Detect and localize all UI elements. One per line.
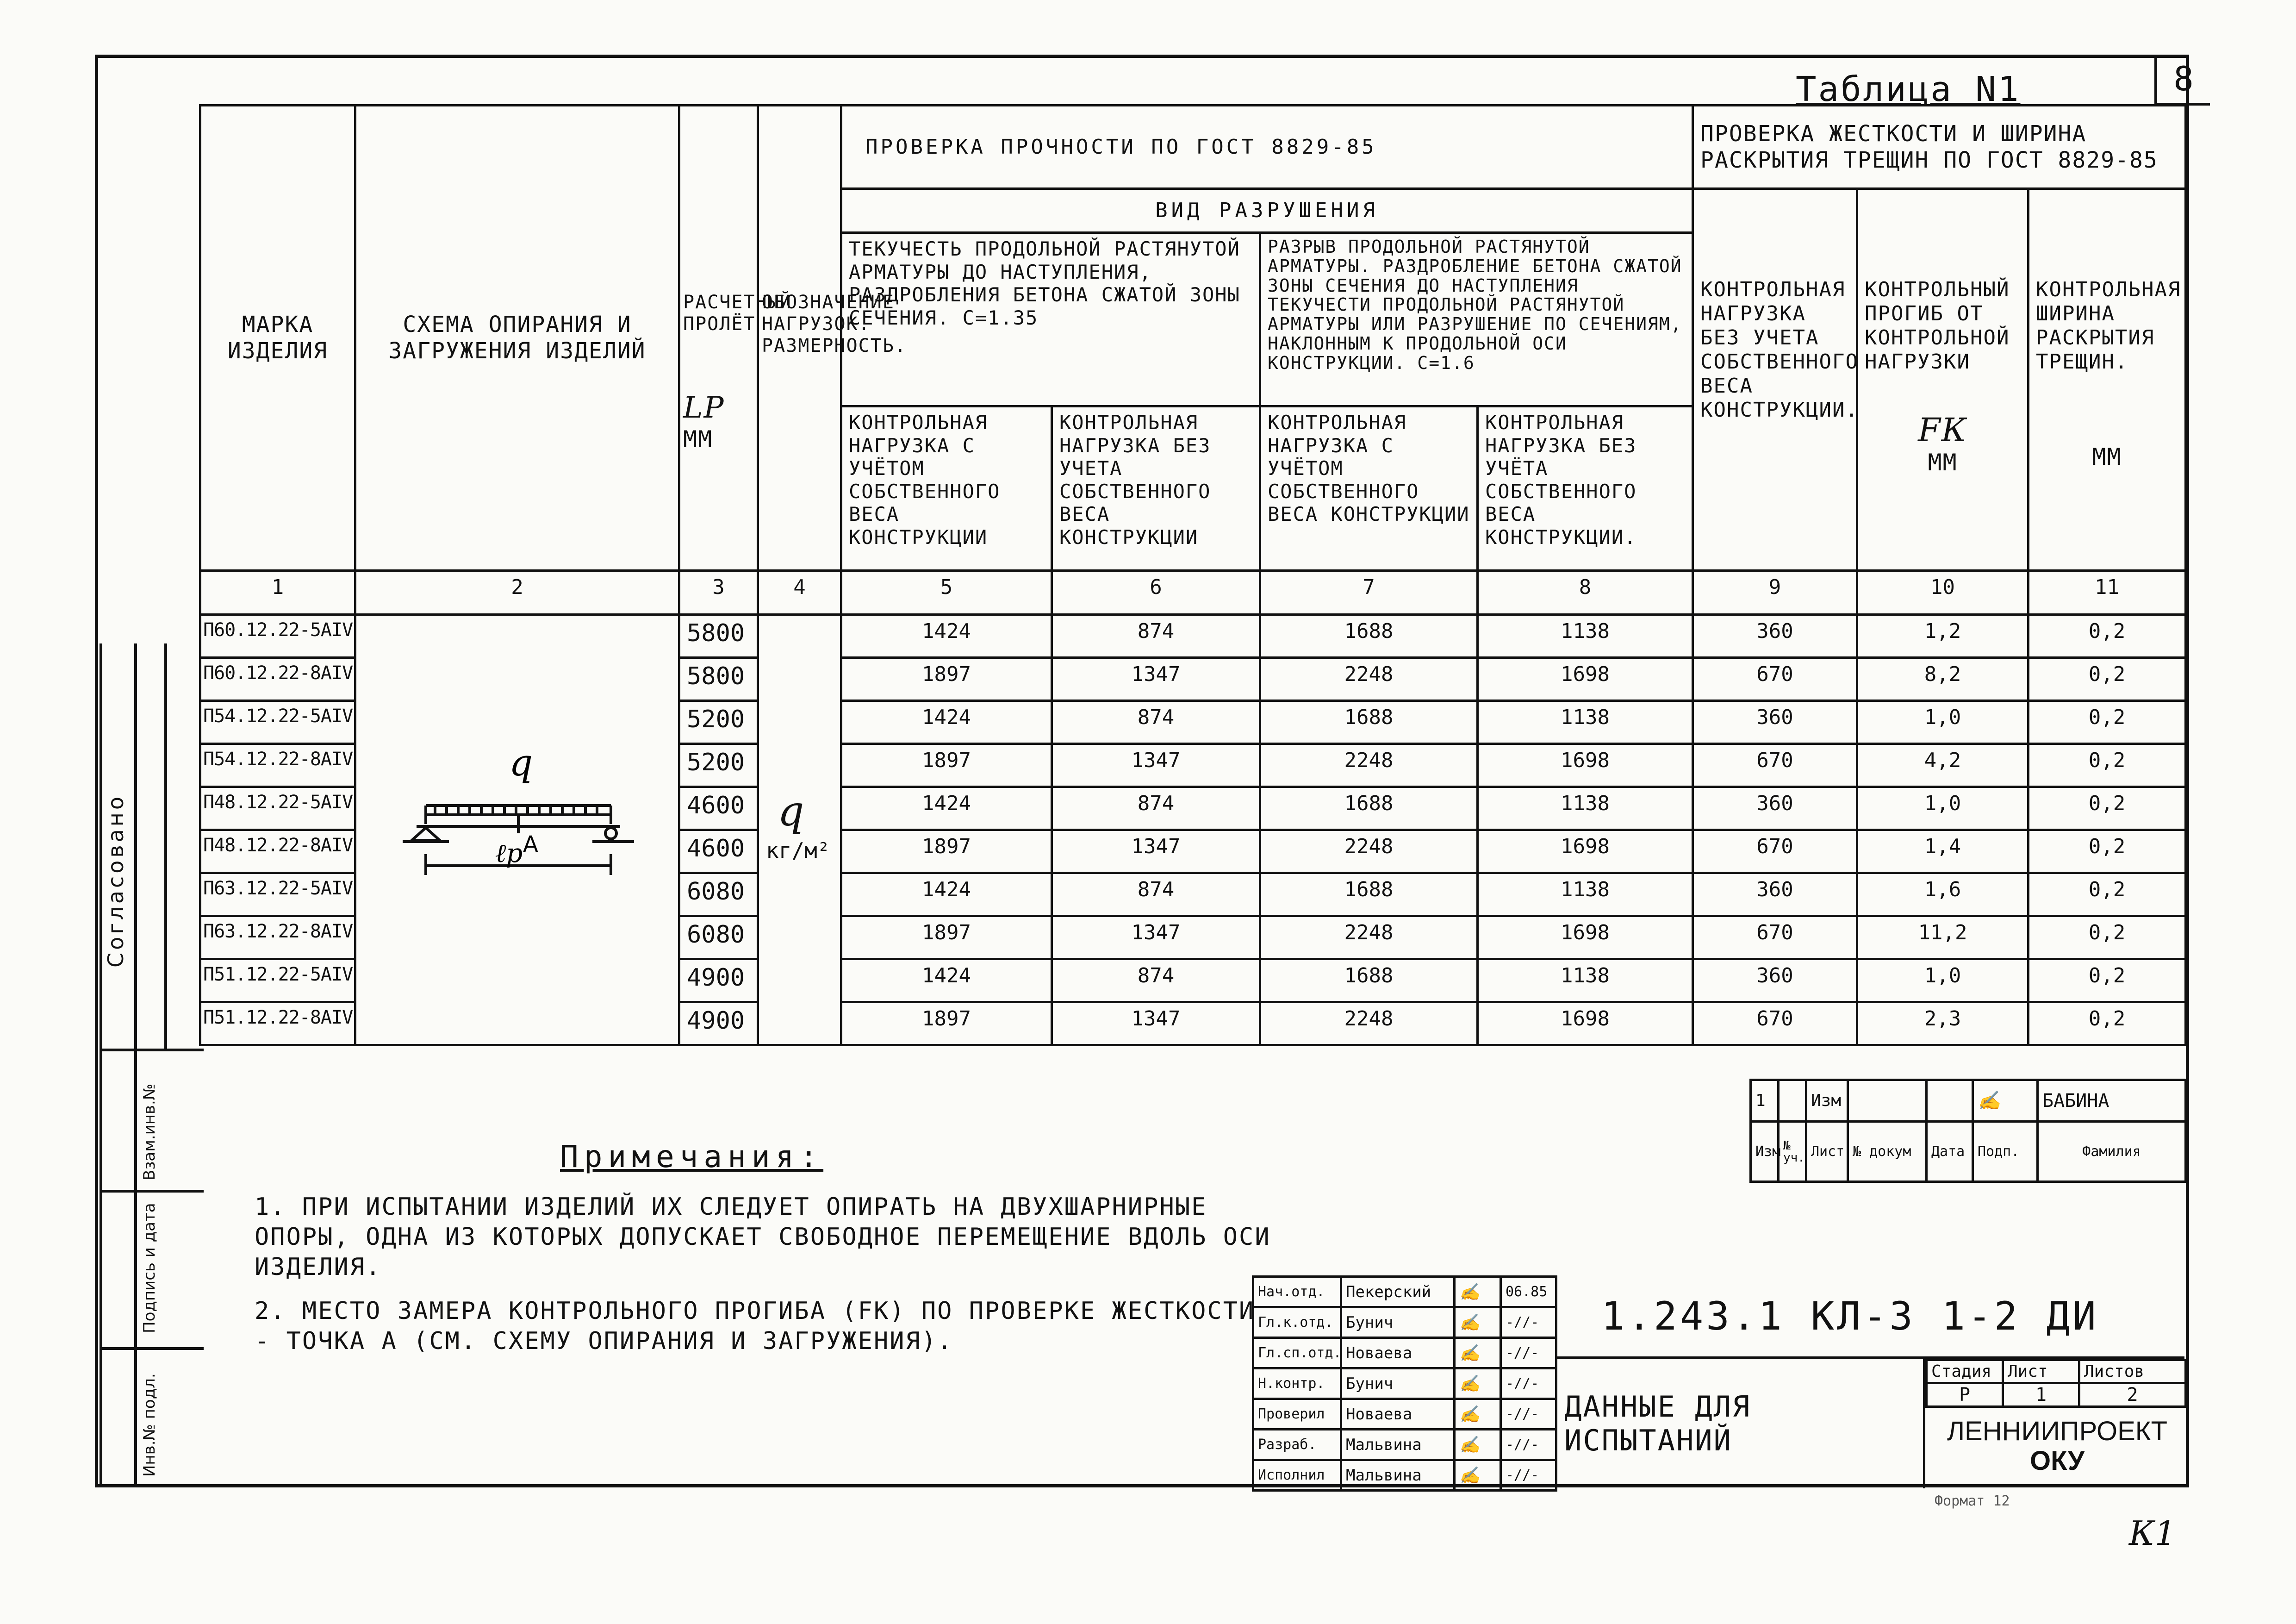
revision-header-doc: № докум	[1848, 1122, 1927, 1182]
cell-c11: 0,2	[2028, 701, 2186, 744]
cell-c5: 1897	[841, 916, 1052, 959]
scheme-lp-label: ℓp	[495, 838, 523, 868]
header-col10-unit: ММ	[1928, 449, 1958, 476]
header-col9: КОНТРОЛЬНАЯ НАГРУЗКА БЕЗ УЧЕТА СОБСТВЕННОГО ВЕСА КОНСТРУКЦИИ.	[1693, 189, 1857, 571]
revision-name: БАБИНА	[2038, 1080, 2186, 1122]
organization-name: ЛЕННИИПРОЕКТ	[1947, 1416, 2167, 1446]
column-number: 2	[355, 571, 679, 615]
signature-role: Нач.отд.	[1253, 1277, 1341, 1307]
organization-unit: ОКУ	[2029, 1445, 2085, 1476]
cell-c10: 4,2	[1857, 744, 2028, 787]
cell-c10: 1,6	[1857, 873, 2028, 916]
stage-value: Р	[1927, 1383, 2003, 1407]
revision-header-n: Изм	[1751, 1122, 1779, 1182]
cell-c7: 1688	[1260, 873, 1478, 916]
cell-mark: П48.12.22-5АIV	[200, 787, 355, 830]
signature-name: Мальвина	[1341, 1430, 1455, 1460]
strip-original-no: Инв.№ подл.	[140, 1373, 159, 1477]
cell-c7: 2248	[1260, 916, 1478, 959]
cell-span: 5200	[679, 744, 758, 787]
table-caption: Таблица N1	[1796, 69, 2021, 109]
cell-c5: 1424	[841, 959, 1052, 1002]
header-col10-label: КОНТРОЛЬНЫЙ ПРОГИБ ОТ КОНТРОЛЬНОЙ НАГРУЗКИ	[1865, 278, 2010, 374]
signature-mark: ✍	[1455, 1338, 1501, 1368]
cell-c10: 11,2	[1857, 916, 2028, 959]
signature-date: -//-	[1501, 1307, 1556, 1338]
cell-c10: 1,0	[1857, 701, 2028, 744]
cell-c8: 1138	[1478, 701, 1693, 744]
header-col11	[2028, 189, 2186, 571]
header-col10-symbol: FК	[1918, 411, 1967, 449]
signature-mark: ✍	[1455, 1277, 1501, 1307]
header-span	[679, 106, 792, 571]
format-note: Формат 12	[1935, 1493, 2010, 1509]
cell-c10: 8,2	[1857, 658, 2028, 701]
test-data-table	[199, 104, 2187, 1046]
cell-span: 4600	[679, 830, 758, 873]
left-strip	[100, 643, 204, 1486]
signature-role: Гл.к.отд.	[1253, 1307, 1341, 1338]
sheet-number: 8	[2154, 55, 2210, 106]
cell-c8: 1138	[1478, 615, 1693, 658]
corner-mark: К1	[2129, 1514, 2176, 1553]
cell-c6: 1347	[1052, 830, 1260, 873]
signature-date: -//-	[1501, 1338, 1556, 1368]
header-stiffness-check: ПРОВЕРКА ЖЕСТКОСТИ И ШИРИНА РАСКРЫТИЯ ТРЕЩИН ПО ГОСТ 8829-85	[1693, 106, 2186, 189]
header-mark: МАРКА ИЗДЕЛИЯ	[200, 106, 355, 571]
cell-c5: 1897	[841, 1002, 1052, 1045]
cell-mark: П60.12.22-8АIV	[200, 658, 355, 701]
cell-c11: 0,2	[2028, 959, 2186, 1002]
doc-title: ДАННЫЕ ДЛЯ ИСПЫТАНИЙ	[1555, 1359, 1925, 1488]
column-number: 1	[200, 571, 355, 615]
notes-title: Примечания:	[560, 1139, 824, 1174]
revision-number: 1	[1751, 1080, 1779, 1122]
cell-c8: 1138	[1478, 873, 1693, 916]
cell-c7: 2248	[1260, 830, 1478, 873]
cell-c9: 360	[1693, 701, 1857, 744]
signature-name: Пекерский	[1341, 1277, 1455, 1307]
cell-mark: П60.12.22-5АIV	[200, 615, 355, 658]
cell-c8: 1698	[1478, 744, 1693, 787]
cell-c7: 1688	[1260, 787, 1478, 830]
signature-date: -//-	[1501, 1430, 1556, 1460]
cell-c5: 1424	[841, 701, 1052, 744]
strip-signature-date: Подпись и дата	[140, 1203, 159, 1333]
cell-span: 4900	[679, 1002, 758, 1045]
cell-c10: 1,4	[1857, 830, 2028, 873]
signature-name: Новаева	[1341, 1338, 1455, 1368]
signature-role: Н.контр.	[1253, 1368, 1341, 1399]
doc-code: 1.243.1 КЛ-3 1-2 ДИ	[1555, 1275, 2184, 1359]
signature-name: Бунич	[1341, 1368, 1455, 1399]
revision-header-sheet: Лист	[1806, 1122, 1848, 1182]
header-failure-type: ВИД РАЗРУШЕНИЯ	[841, 189, 1693, 233]
signature-date: 06.85	[1501, 1277, 1556, 1307]
cell-c8: 1698	[1478, 1002, 1693, 1045]
scheme-q-label: q	[509, 741, 533, 784]
signature-name: Бунич	[1341, 1307, 1455, 1338]
signature-name: Мальвина	[1341, 1460, 1455, 1491]
cell-c11: 0,2	[2028, 873, 2186, 916]
cell-c6: 874	[1052, 873, 1260, 916]
signature-role: Исполнил	[1253, 1460, 1341, 1491]
header-span-unit: ММ	[683, 425, 713, 453]
revision-header-sig: Подп.	[1973, 1122, 2038, 1182]
cell-c9: 360	[1693, 959, 1857, 1002]
cell-c7: 2248	[1260, 1002, 1478, 1045]
cell-c6: 874	[1052, 787, 1260, 830]
cell-c7: 1688	[1260, 701, 1478, 744]
column-number: 5	[841, 571, 1052, 615]
cell-c6: 1347	[1052, 744, 1260, 787]
header-col6: КОНТРОЛЬНАЯ НАГРУЗКА БЕЗ УЧЕТА СОБСТВЕННОГО ВЕСА КОНСТРУКЦИИ	[1052, 406, 1260, 571]
signature-mark: ✍	[1455, 1460, 1501, 1491]
cell-span: 5800	[679, 615, 758, 658]
cell-c5: 1897	[841, 658, 1052, 701]
header-failure-a: ТЕКУЧЕСТЬ ПРОДОЛЬНОЙ РАСТЯНУТОЙ АРМАТУРЫ ДО НАСТУПЛЕНИЯ, РАЗДРОБЛЕНИЯ БЕТОНА СЖАТОЙ ЗОНЫ СЕЧЕНИЯ. C=1.35	[841, 233, 1260, 406]
signature-mark: ✍	[1455, 1307, 1501, 1338]
cell-mark: П54.12.22-8АIV	[200, 744, 355, 787]
cell-c9: 670	[1693, 658, 1857, 701]
column-number-row	[200, 571, 2186, 615]
header-col7: КОНТРОЛЬНАЯ НАГРУЗКА С УЧЁТОМ СОБСТВЕННОГО ВЕСА КОНСТРУКЦИИ	[1260, 406, 1478, 571]
sheet-value: 1	[2003, 1383, 2079, 1407]
header-col11-unit: ММ	[2092, 443, 2122, 470]
cell-c10: 1,0	[1857, 959, 2028, 1002]
sheets-value: 2	[2079, 1383, 2186, 1407]
cell-mark: П63.12.22-8АIV	[200, 916, 355, 959]
strip-replaces: Взам.инв.№	[140, 1083, 159, 1181]
column-number: 9	[1693, 571, 1857, 615]
header-col8: КОНТРОЛЬНАЯ НАГРУЗКА БЕЗ УЧЁТА СОБСТВЕННОГО ВЕСА КОНСТРУКЦИИ.	[1478, 406, 1693, 571]
revision-header-count: № уч.	[1779, 1122, 1806, 1182]
organization	[1930, 1417, 2184, 1476]
revision-change: Изм	[1806, 1080, 1848, 1122]
cell-c5: 1424	[841, 615, 1052, 658]
table-row	[200, 615, 2186, 658]
cell-c10: 1,0	[1857, 787, 2028, 830]
cell-span: 5200	[679, 701, 758, 744]
cell-span: 6080	[679, 916, 758, 959]
header-failure-b: РАЗРЫВ ПРОДОЛЬНОЙ РАСТЯНУТОЙ АРМАТУРЫ. РАЗДРОБЛЕНИЕ БЕТОНА СЖАТОЙ ЗОНЫ СЕЧЕНИЯ ДО НАСТУПЛЕНИЯ ТЕКУЧЕСТИ ПРОДОЛЬНОЙ РАСТЯНУТОЙ АРМАТУРЫ ИЛИ РАЗРУШЕНИЕ ПО СЕЧЕНИЯМ, НАКЛОННЫМ К ПРОДОЛЬНОЙ ОСИ КОНСТРУКЦИИ. C=1.6	[1260, 233, 1693, 406]
header-col10	[1857, 189, 2028, 571]
cell-c8: 1698	[1478, 658, 1693, 701]
cell-c9: 670	[1693, 830, 1857, 873]
header-col11-label: КОНТРОЛЬНАЯ ШИРИНА РАСКРЫТИЯ ТРЕЩИН.	[2036, 278, 2181, 374]
cell-c5: 1424	[841, 873, 1052, 916]
signature-role: Гл.сп.отд.	[1253, 1338, 1341, 1368]
header-strength-check: ПРОВЕРКА ПРОЧНОСТИ ПО ГОСТ 8829-85	[841, 106, 1693, 189]
cell-c11: 0,2	[2028, 658, 2186, 701]
header-span-label: РАСЧЕТНЫЙ ПРОЛЁТ	[683, 292, 792, 335]
cell-c5: 1897	[841, 744, 1052, 787]
cell-c11: 0,2	[2028, 787, 2186, 830]
cell-c9: 360	[1693, 615, 1857, 658]
signature-date: -//-	[1501, 1399, 1556, 1430]
cell-c6: 874	[1052, 959, 1260, 1002]
cell-mark: П63.12.22-5АIV	[200, 873, 355, 916]
signature-mark: ✍	[1455, 1430, 1501, 1460]
cell-c6: 1347	[1052, 1002, 1260, 1045]
load-unit: кг/м²	[766, 838, 830, 863]
cell-c8: 1698	[1478, 830, 1693, 873]
signature-name: Новаева	[1341, 1399, 1455, 1430]
cell-c9: 670	[1693, 744, 1857, 787]
revision-signature: ✍	[1973, 1080, 2038, 1122]
note-1: 1. ПРИ ИСПЫТАНИИ ИЗДЕЛИЙ ИХ СЛЕДУЕТ ОПИРАТЬ НА ДВУХШАРНИРНЫЕ ОПОРЫ, ОДНА ИЗ КОТОРЫХ ДОПУСКАЕТ СВОБОДНОЕ ПЕРЕМЕЩЕНИЕ ВДОЛЬ ОСИ ИЗДЕЛИЯ.	[255, 1193, 1271, 1281]
revision-header-date: Дата	[1927, 1122, 1973, 1182]
cell-c8: 1138	[1478, 787, 1693, 830]
cell-c9: 670	[1693, 916, 1857, 959]
header-span-symbol: LP	[683, 391, 725, 425]
revision-header-name: Фамилия	[2038, 1122, 2186, 1182]
cell-c7: 2248	[1260, 744, 1478, 787]
signature-role: Разраб.	[1253, 1430, 1341, 1460]
stage-label: Стадия	[1927, 1360, 2003, 1383]
cell-mark: П51.12.22-5АIV	[200, 959, 355, 1002]
cell-span: 4600	[679, 787, 758, 830]
revision-block	[1749, 1079, 2187, 1183]
cell-mark: П54.12.22-5АIV	[200, 701, 355, 744]
cell-c6: 1347	[1052, 658, 1260, 701]
signature-mark: ✍	[1455, 1368, 1501, 1399]
signature-role: Проверил	[1253, 1399, 1341, 1430]
header-scheme: СХЕМА ОПИРАНИЯ И ЗАГРУЖЕНИЯ ИЗДЕЛИЙ	[355, 106, 679, 571]
cell-mark: П51.12.22-8АIV	[200, 1002, 355, 1045]
cell-span: 5800	[679, 658, 758, 701]
cell-c8: 1698	[1478, 916, 1693, 959]
signature-mark: ✍	[1455, 1399, 1501, 1430]
scheme-a-label: A	[523, 831, 538, 857]
column-number: 3	[679, 571, 758, 615]
signature-date: -//-	[1501, 1460, 1556, 1491]
cell-c9: 360	[1693, 873, 1857, 916]
note-2: 2. МЕСТО ЗАМЕРА КОНТРОЛЬНОГО ПРОГИБА (FК) ПО ПРОВЕРКЕ ЖЕСТКОСТИ - ТОЧКА А (СМ. СХЕМУ ОПИРАНИЯ И ЗАГРУЖЕНИЯ).	[255, 1297, 1255, 1355]
cell-c10: 1,2	[1857, 615, 2028, 658]
header-designation: ОБОЗНАЧЕНИЕ НАГРУЗОК. РАЗМЕРНОСТЬ.	[758, 106, 841, 571]
cell-c6: 874	[1052, 615, 1260, 658]
cell-c9: 670	[1693, 1002, 1857, 1045]
stage-block	[1925, 1359, 2187, 1408]
cell-c8: 1138	[1478, 959, 1693, 1002]
signature-date: -//-	[1501, 1368, 1556, 1399]
cell-c7: 1688	[1260, 959, 1478, 1002]
strip-agreed: Согласовано	[103, 794, 128, 968]
cell-c11: 0,2	[2028, 615, 2186, 658]
column-number: 8	[1478, 571, 1693, 615]
cell-c11: 0,2	[2028, 1002, 2186, 1045]
loading-scheme-drawing	[370, 741, 666, 898]
column-number: 11	[2028, 571, 2186, 615]
cell-span: 6080	[679, 873, 758, 916]
header-col5: КОНТРОЛЬНАЯ НАГРУЗКА С УЧЁТОМ СОБСТВЕННОГО ВЕСА КОНСТРУКЦИИ	[841, 406, 1052, 571]
sheet-label: Лист	[2003, 1360, 2079, 1383]
cell-c10: 2,3	[1857, 1002, 2028, 1045]
cell-c6: 874	[1052, 701, 1260, 744]
cell-c9: 360	[1693, 787, 1857, 830]
cell-span: 4900	[679, 959, 758, 1002]
load-symbol: q	[778, 787, 804, 836]
cell-c7: 1688	[1260, 615, 1478, 658]
cell-c6: 1347	[1052, 916, 1260, 959]
column-number: 4	[758, 571, 841, 615]
sheets-label: Листов	[2079, 1360, 2186, 1383]
cell-c11: 0,2	[2028, 744, 2186, 787]
cell-c5: 1424	[841, 787, 1052, 830]
column-number: 6	[1052, 571, 1260, 615]
cell-c7: 2248	[1260, 658, 1478, 701]
cell-c5: 1897	[841, 830, 1052, 873]
cell-c11: 0,2	[2028, 916, 2186, 959]
column-number: 7	[1260, 571, 1478, 615]
cell-c11: 0,2	[2028, 830, 2186, 873]
column-number: 10	[1857, 571, 2028, 615]
cell-mark: П48.12.22-8АIV	[200, 830, 355, 873]
